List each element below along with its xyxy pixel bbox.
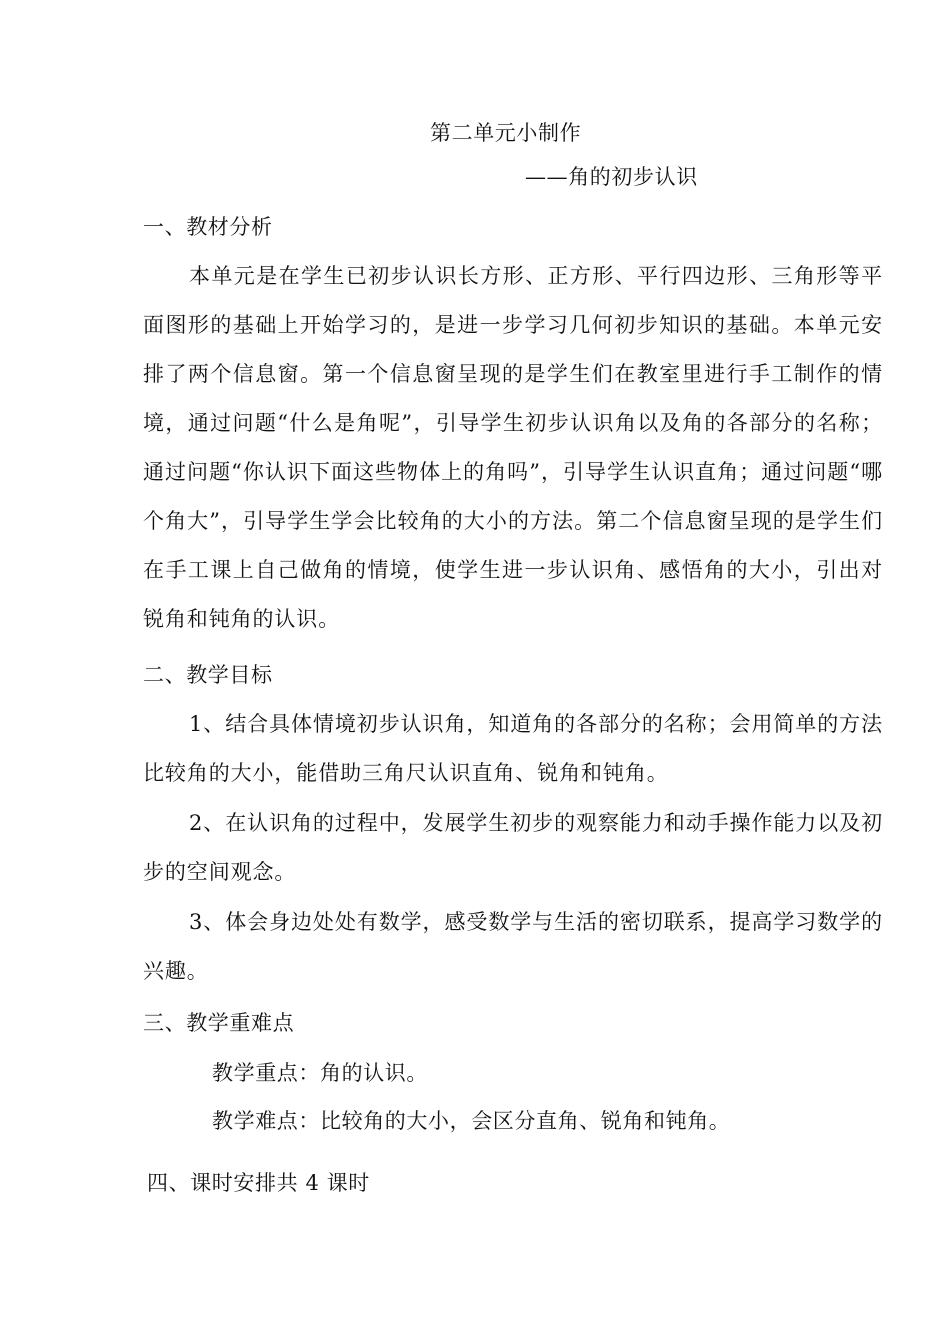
difficult-point-text: 教学难点：比较角的大小，会区分直角、锐角和钝角。 [212, 1109, 731, 1133]
teaching-goal-item: 1、结合具体情境初步认识角，知道角的各部分的名称；会用简单的方法比较角的大小，能借助三角尺认识直角、锐角和钝角。 [143, 712, 883, 785]
section-heading-key-difficult-points: 三、教学重难点 [143, 1011, 295, 1035]
teaching-goal-item: 3、体会身边处处有数学，感受数学与生活的密切联系，提高学习数学的兴趣。 [143, 910, 883, 983]
key-point-text: 教学重点：角的认识。 [212, 1061, 428, 1085]
teaching-goal-item: 2、在认识角的过程中，发展学生初步的观察能力和动手操作能力以及初步的空间观念。 [143, 811, 883, 884]
document-title: 第二单元小制作 [430, 121, 582, 145]
section-heading-class-schedule: 四、课时安排共 4 课时 [147, 1171, 370, 1195]
section-heading-materials-analysis: 一、教材分析 [143, 215, 273, 239]
document-subtitle: ——角的初步认识 [525, 165, 698, 189]
materials-analysis-paragraph: 本单元是在学生已初步认识长方形、正方形、平行四边形、三角形等平面图形的基础上开始学习的，是进一步学习几何初步知识的基础。本单元安排了两个信息窗。第一个信息窗呈现的是学生们在教室里进行手工制作的情境，通过问题“什么是角呢”，引导学生初步认识角以及角的各部分的名称；通过问题“你认识下面这些物体上的角吗”，引导学生认识直角；通过问题“哪个角大”，引导学生学会比较角的大小的方法。第二个信息窗呈现的是学生们在手工课上自己做角的情境，使学生进一步认识角、感悟角的大小，引出对锐角和钝角的认识。 [143, 264, 883, 631]
section-heading-teaching-goals: 二、教学目标 [143, 663, 273, 687]
